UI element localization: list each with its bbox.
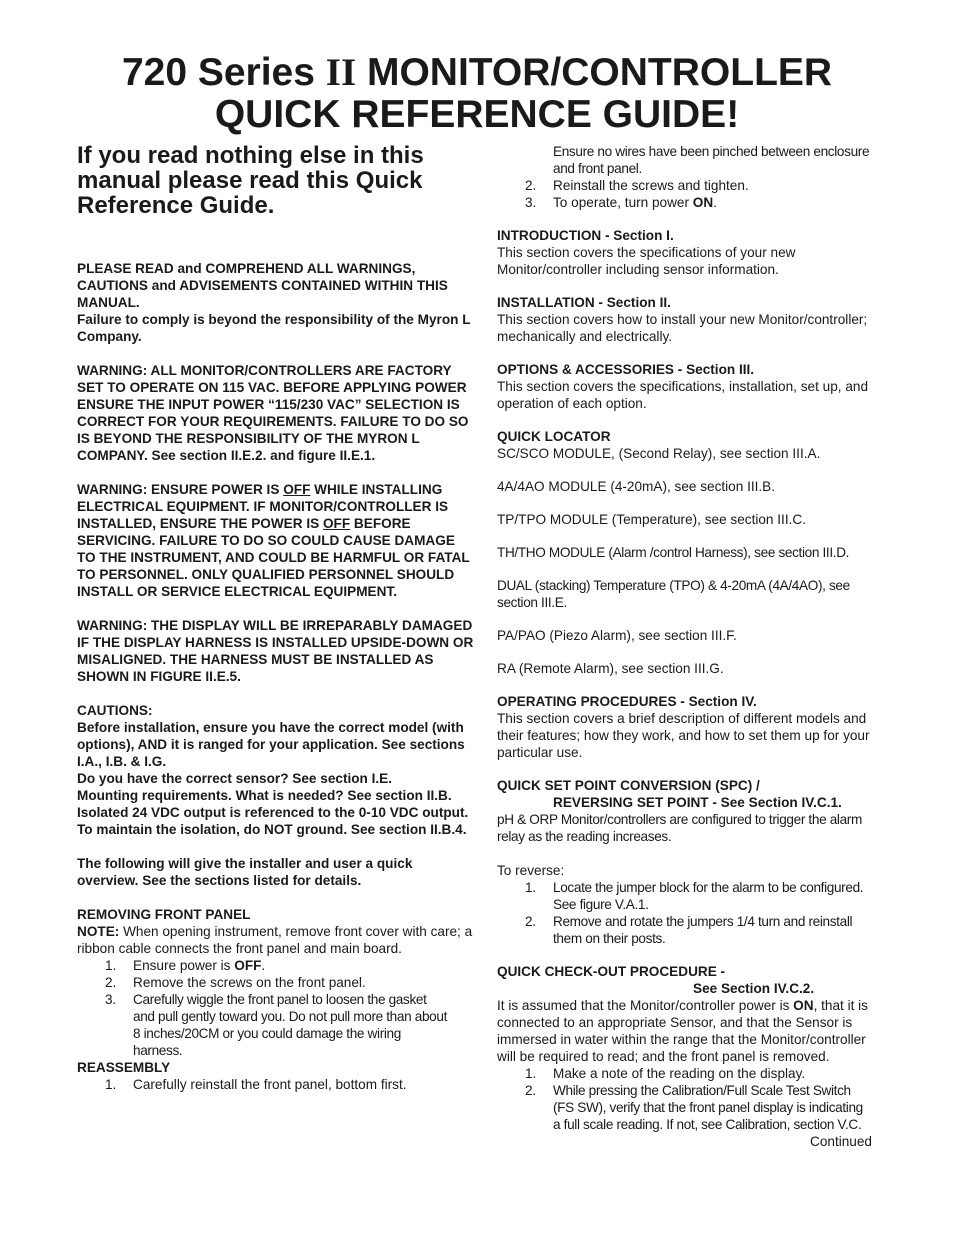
list-number: 2. [105,975,117,990]
checkout-text-bold: ON [793,998,814,1013]
section-heading: OPTIONS & ACCESSORIES - Section III. [497,362,755,377]
caution-item: Do you have the correct sensor? See section I.E. [77,771,393,786]
section-body: This section covers how to install your new Monitor/controller; mechanically and electrically. [497,312,868,344]
list-text: While pressing the Calibration/Full Scale Test Switch (FS SW), verify that the front panel display is indicating a full scale reading. If not, see Calibration, section V.C. [553,1083,863,1132]
locator-item: SC/SCO MODULE, (Second Relay), see section III.A. [497,446,821,461]
warning-power-off [77,481,477,600]
list-number: 2. [525,914,536,929]
list-text: Make a note of the reading on the display. [553,1066,806,1081]
list-text-part: To operate, turn power [553,195,693,210]
page-title [0,52,954,136]
list-number: 3. [525,195,537,210]
title-text-b: MONITOR/CONTROLLER [356,51,833,94]
title-text-a: 720 Series [121,51,326,94]
list-item [497,1065,872,1082]
list-text-part: . [261,958,266,973]
caution-item: Mounting requirements. What is needed? See section II.B. [77,788,452,803]
title-line-2: QUICK REFERENCE GUIDE! [214,93,740,136]
cautions-heading: CAUTIONS: [77,703,153,718]
list-text: Remove and rotate the jumpers 1/4 turn and reinstall them on their posts. [553,914,853,946]
removing-front-panel-heading: REMOVING FRONT PANEL [77,907,251,922]
warning-input-power: WARNING: ALL MONITOR/CONTROLLERS ARE FACTORY SET TO OPERATE ON 115 VAC. BEFORE APPLYING POWER ENSURE THE INPUT POWER “115/230 VAC” SELECTION IS CORRECT FOR YOUR REQUIREMENTS. FAILURE TO DO SO IS BEYOND THE RESPONSIBILITY OF THE MYRON L COMPANY. See section II.E.2. and figure II.E.1. [77,363,469,463]
right-column [497,143,872,1150]
title-line-1 [0,52,954,94]
list-item [77,974,477,991]
title-series-roman: II [325,51,357,94]
quick-locator-heading: QUICK LOCATOR [497,429,611,444]
list-text [553,194,872,211]
caution-item: Before installation, ensure you have the correct model (with options), AND it is ranged for your application. See sections I.A., I.B. & I.G. [77,720,465,769]
list-item [497,194,872,211]
list-number: 2. [525,1083,536,1098]
lead-heading: If you read nothing else in this manual please read this Quick Reference Guide. [77,142,424,219]
locator-item: DUAL (stacking) Temperature (TPO) & 4-20mA (4A/4AO), see section III.E. [497,578,850,610]
left-column [77,143,477,1093]
list-text [133,957,477,974]
please-read-notice: PLEASE READ and COMPREHEND ALL WARNINGS, CAUTIONS and ADVISEMENTS CONTAINED WITHIN THIS MANUAL. [77,261,448,310]
list-number: 1. [525,1066,537,1081]
warning-off-1: OFF [283,482,311,497]
list-text-bold: OFF [234,958,262,973]
list-number: 1. [105,1077,117,1092]
spc-body: pH & ORP Monitor/controllers are configured to trigger the alarm relay as the reading increases. [497,812,862,844]
list-text: Locate the jumper block for the alarm to be configured. See figure V.A.1. [553,880,864,912]
list-number: 1. [105,958,117,973]
reassembly-continued: Ensure no wires have been pinched between enclosure and front panel. [553,144,870,176]
caution-item: Isolated 24 VDC output is referenced to the 0-10 VDC output. To maintain the isolation, do NOT ground. See section II.B.4. [77,805,469,837]
locator-item: PA/PAO (Piezo Alarm), see section III.F. [497,628,737,643]
list-item [77,1076,477,1093]
warning-text: BEFORE SERVICING. FAILURE TO DO SO COULD CAUSE DAMAGE TO THE INSTRUMENT, AND COULD BE HARMFUL OR FATAL TO PERSONNEL. ONLY QUALIFIED PERSONNEL SHOULD INSTALL OR SERVICE ELECTRICAL EQUIPMENT. [77,516,470,599]
section-body: This section covers the specifications of your new Monitor/controller including sensor information. [497,245,796,277]
list-text: Remove the screws on the front panel. [133,975,366,990]
continued-label: Continued [810,1134,872,1149]
warning-off-2: OFF [322,516,351,531]
operating-procedures-heading: OPERATING PROCEDURES - Section IV. [497,694,757,709]
list-item [77,957,477,974]
checkout-text: , that it is connected to an appropriate Sensor, and that the Sensor is immersed in water within the range that the Monitor/controller will be required to read; and the front panel is removed. [497,998,868,1064]
checkout-body [497,997,872,1065]
warning-text: WHILE INSTALLING ELECTRICAL EQUIPMENT. IF MONITOR/CONTROLLER IS INSTALLED, ENSURE THE POWER IS [77,482,449,531]
list-text-bold: ON [692,195,714,210]
checkout-heading-line-2: See Section IV.C.2. [693,981,815,996]
section-body: This section covers the specifications, installation, set up, and operation of each option. [497,379,869,411]
section-heading: INSTALLATION - Section II. [497,295,671,310]
checkout-text: It is assumed that the Monitor/controller power is [497,998,794,1013]
reverse-label: To reverse: [497,863,565,878]
list-text: Carefully wiggle the front panel to loosen the gasket and pull gently toward you. Do not pull more than about 8 inches/20CM or you could damage the wiring harness. [133,992,448,1058]
list-text: Reinstall the screws and tighten. [553,178,749,193]
locator-item: RA (Remote Alarm), see section III.G. [497,661,724,676]
list-text-part: Ensure power is [133,958,235,973]
removing-note [77,923,477,957]
note-text: When opening instrument, remove front cover with care; a ribbon cable connects the front panel and main board. [77,924,473,956]
list-item [497,879,872,913]
spc-heading-line-2: REVERSING SET POINT - See Section IV.C.1. [553,795,842,810]
locator-item: 4A/4AO MODULE (4-20mA), see section III.B. [497,479,776,494]
list-item [497,1082,872,1133]
list-item [497,177,872,194]
list-text-part: . [713,195,717,210]
warning-text: WARNING: ENSURE POWER IS [77,482,284,497]
overview-notice: The following will give the installer and user a quick overview. See the sections listed for details. [77,856,413,888]
warning-display-harness: WARNING: THE DISPLAY WILL BE IRREPARABLY DAMAGED IF THE DISPLAY HARNESS IS INSTALLED UPSIDE-DOWN OR MISALIGNED. THE HARNESS MUST BE INSTALLED AS SHOWN IN FIGURE II.E.5. [77,618,474,684]
list-item [77,991,477,1059]
note-label: NOTE: [77,924,120,939]
spc-heading-line-1: QUICK SET POINT CONVERSION (SPC) / [497,778,760,793]
operating-procedures-body: This section covers a brief description of different models and their features; how they work, and how to set them up for your particular use. [497,711,870,760]
list-item [497,913,872,947]
checkout-heading-line-1: QUICK CHECK-OUT PROCEDURE - [497,964,726,979]
locator-item: TP/TPO MODULE (Temperature), see section III.C. [497,512,806,527]
list-number: 3. [105,992,116,1007]
locator-item: TH/THO MODULE (Alarm /control Harness), see section III.D. [497,545,850,560]
list-number: 2. [525,178,537,193]
section-heading: INTRODUCTION - Section I. [497,228,674,243]
reassembly-heading: REASSEMBLY [77,1060,171,1075]
list-number: 1. [525,880,536,895]
failure-notice: Failure to comply is beyond the responsibility of the Myron L Company. [77,312,471,344]
list-text: Carefully reinstall the front panel, bottom first. [133,1077,407,1092]
